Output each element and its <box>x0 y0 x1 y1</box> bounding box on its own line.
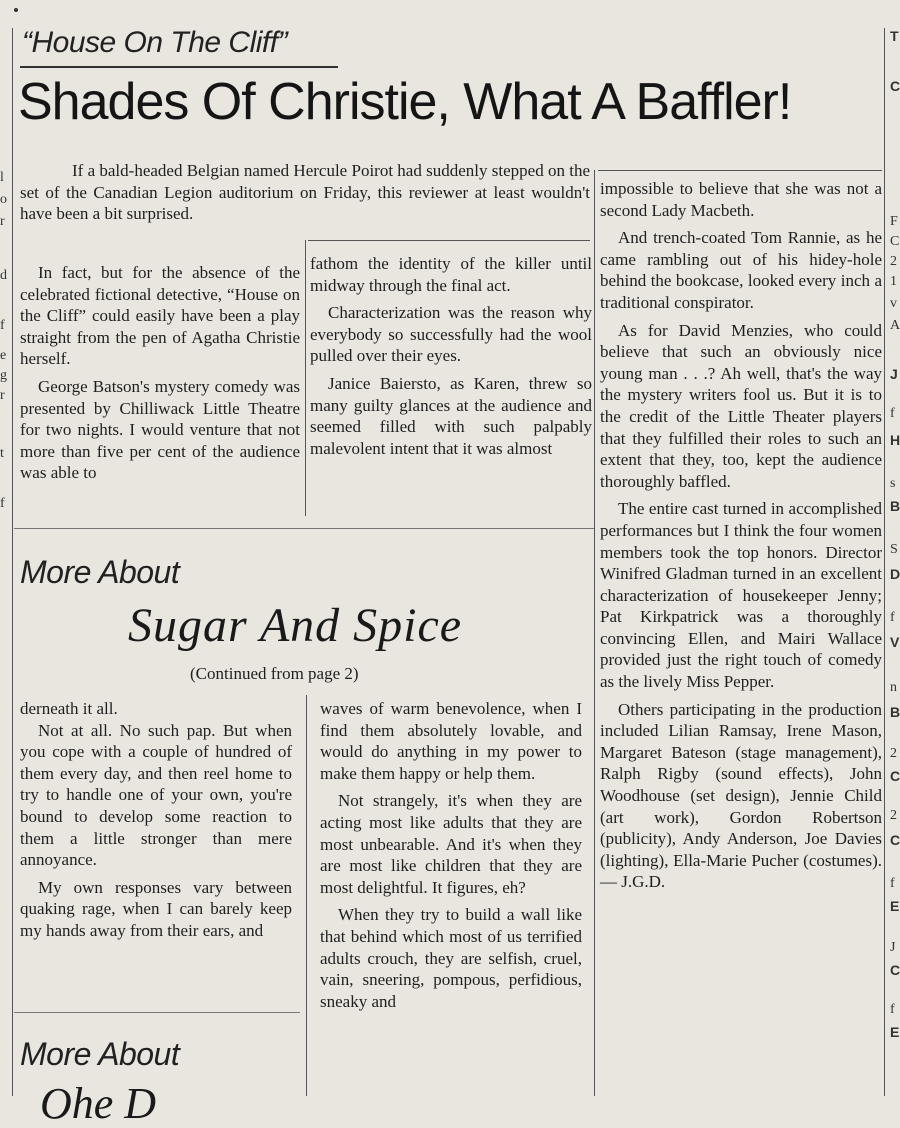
edge-letter: f <box>890 610 895 625</box>
edge-letter: B <box>890 704 900 720</box>
paragraph: And trench-coated Tom Rannie, as he came rambling out of his hidey-hole behind the bookcase, looked every inch a traditional conspirator. <box>600 228 882 312</box>
edge-letter: V <box>890 634 900 650</box>
edge-letter: o <box>0 192 7 207</box>
left-column-rule <box>12 28 13 1096</box>
section-rule <box>14 528 594 529</box>
article1-column-3 <box>600 178 882 893</box>
paragraph: My own responses vary between quaking rage, when I can barely keep my hands away from their ears, and <box>20 877 292 940</box>
paragraph: Others participating in the production included Lilian Ramsay, Irene Mason, Margaret Bateson (stage management), Ralph Rigby (sound effects), John Woodhouse (set design), Jennie Child (art work), Gordon Robertson (publicity), Andy Anderson, Joe Davies (lighting), Ella-Marie Pucher (costumes). — J.G.D. <box>600 699 882 892</box>
page-mark <box>14 8 18 12</box>
paragraph: The entire cast turned in accomplished performances but I think the four women members took the top honors. Director Winifred Gladman turned in an excellent characterization of housekeeper Jenny; Pat Kirkpatrick was a thoroughly convincing Ellen, and Mairi Wallace provided just the right touch of comedy as the lively Miss Pepper. <box>600 499 882 692</box>
edge-letter: C <box>890 962 900 978</box>
edge-letter: 2 <box>890 808 897 823</box>
article-title: Sugar And Spice <box>128 599 463 652</box>
edge-letter: E <box>890 898 900 914</box>
edge-letter: f <box>0 318 5 333</box>
edge-letter: T <box>890 28 899 44</box>
edge-letter: 1 <box>890 274 897 289</box>
edge-letter: S <box>890 542 898 557</box>
paragraph: George Batson's mystery comedy was presented by Chilliwack Little Theatre for two nights. I would venture that not more than five per cent of the audience was able to <box>20 376 300 483</box>
edge-letter: d <box>0 268 7 283</box>
article-lead <box>20 160 590 225</box>
column-divider <box>594 170 595 1096</box>
section-rule <box>14 1012 300 1013</box>
edge-letter: f <box>890 1002 895 1017</box>
paragraph: Janice Baiersto, as Karen, threw so many guilty glances at the audience and seemed filled with such palpably malevolent intent that it was almost <box>310 373 592 458</box>
edge-letter: C <box>890 78 900 94</box>
column-divider <box>305 240 306 516</box>
paragraph: Characterization was the reason why everybody so successfully had the wool pulled over their eyes. <box>310 303 592 366</box>
article2-column-1 <box>20 698 292 942</box>
edge-letter: t <box>0 446 4 461</box>
edge-letter: D <box>890 566 900 582</box>
paragraph: Not at all. No such pap. But when you cope with a couple of hundred of them every day, and then reel home to try to handle one of your own, you're bound to develop some reaction to them a little stronger than mere annoyance. <box>20 720 292 870</box>
paragraph: fathom the identity of the killer until midway through the final act. <box>310 254 592 295</box>
article-headline: Shades Of Christie, What A Baffler! <box>18 73 792 131</box>
more-about-heading: More About <box>20 1036 180 1072</box>
continued-note: (Continued from page 2) <box>190 664 359 683</box>
article2-column-2 <box>320 698 582 1012</box>
article1-column-2 <box>310 253 592 459</box>
edge-letter: J <box>890 940 896 955</box>
paragraph: derneath it all. <box>20 699 118 718</box>
edge-letter: v <box>890 296 897 311</box>
edge-letter: 2 <box>890 254 897 269</box>
edge-letter: e <box>0 348 7 363</box>
lead-rule <box>308 240 590 241</box>
edge-letter: C <box>890 234 900 249</box>
edge-letter: C <box>890 768 900 784</box>
more-about-heading: More About <box>20 554 180 590</box>
edge-letter: E <box>890 1024 900 1040</box>
edge-letter: f <box>890 876 895 891</box>
edge-letter: l <box>0 170 4 185</box>
edge-letter: C <box>890 832 900 848</box>
edge-letter: n <box>890 680 897 695</box>
edge-letter: 2 <box>890 746 897 761</box>
edge-letter: f <box>0 496 5 511</box>
cut-off-title-fragment: Ohe D <box>40 1079 157 1128</box>
edge-letter: s <box>890 476 896 491</box>
paragraph: When they try to build a wall like that behind which most of us terrified adults crouch, they are selfish, cruel, vain, sneering, pompous, perfidious, sneaky and <box>320 905 582 1011</box>
right-column-rule <box>884 28 885 1096</box>
edge-letter: f <box>890 406 895 421</box>
edge-letter: r <box>0 388 5 403</box>
article-kicker: “House On The Cliff” <box>22 26 288 59</box>
edge-letter: J <box>890 366 898 382</box>
edge-letter: F <box>890 214 898 229</box>
article1-column-1 <box>20 262 300 484</box>
paragraph: waves of warm benevolence, when I find them absolutely lovable, and would do anything in my power to make them happy or help them. <box>320 699 582 783</box>
edge-letter: A <box>890 318 900 333</box>
paragraph: impossible to believe that she was not a second Lady Macbeth. <box>600 179 882 220</box>
column-divider <box>306 695 307 1096</box>
edge-letter: B <box>890 498 900 514</box>
paragraph: As for David Menzies, who could believe that such an obviously nice young man . . .? Ah well, that's the way the mystery writers fool us. But it is to the credit of the Little Theater players that they fulfilled their roles to such an extent that they, too, kept the audience thoroughly baffled. <box>600 320 882 491</box>
lead-paragraph: If a bald-headed Belgian named Hercule Poirot had suddenly stepped on the set of the Canadian Legion auditorium on Friday, this reviewer at least wouldn't have been a bit surprised. <box>20 161 590 224</box>
column-three-top-rule <box>598 170 882 171</box>
kicker-underline <box>20 66 338 68</box>
paragraph: Not strangely, it's when they are acting most like adults that they are most unbearable. And it's when they are most like children that they are most delightful. It figures, eh? <box>320 791 582 897</box>
edge-letter: g <box>0 368 7 383</box>
paragraph: In fact, but for the absence of the celebrated fictional detective, “House on the Cliff” could easily have been a play straight from the pen of Agatha Christie herself. <box>20 263 300 369</box>
edge-letter: r <box>0 214 5 229</box>
edge-letter: H <box>890 432 900 448</box>
